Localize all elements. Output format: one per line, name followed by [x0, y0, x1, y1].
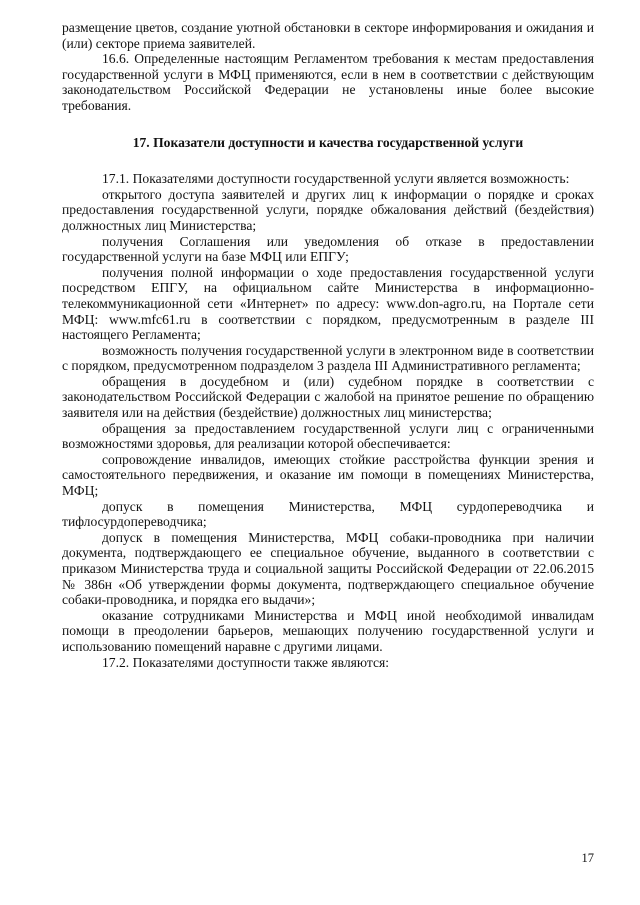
paragraph: допуск в помещения Министерства, МФЦ собаки-проводника при наличии документа, подтверждающего ее специальное обучение, выданного в соответствии с приказом Министерства труда и социальной защиты Российской Федерации от 22.06.2015 № 386н «Об утверждении формы документа, подтверждающего специальное обучение собаки-проводника, и порядка его выдачи»;: [62, 529, 594, 608]
paragraph: сопровождение инвалидов, имеющих стойкие расстройства функции зрения и самостоятельного передвижения, и оказание им помощи в помещениях Министерства, МФЦ;: [62, 451, 594, 499]
section-heading: 17. Показатели доступности и качества государственной услуги: [132, 134, 524, 150]
paragraph: получения полной информации о ходе предоставления государственной услуги посредством ЕПГУ, на официальном сайте Министерства в информационно-телекоммуникационной сети «Интернет» по адресу: www.don-agro.ru, на Портале сети МФЦ: www.mfc61.ru в соответствии с порядком, предусмотренным в разделе III настоящего Регламента;: [62, 264, 594, 343]
paragraph: 17.1. Показателями доступности государственной услуги является возможность:: [102, 171, 570, 187]
paragraph: возможность получения государственной услуги в электронном виде в соответствии с порядком, предусмотренном подразделом 3 раздела III Административного регламента;: [62, 342, 594, 374]
paragraph: обращения в досудебном и (или) судебном порядке в соответствии с законодательством Российской Федерации с жалобой на принятое решение по обращению заявителя или на действия (бездействие) должностных лиц министерства;: [62, 373, 594, 421]
paragraph: 17.2. Показателями доступности также являются:: [102, 654, 390, 670]
paragraph: получения Соглашения или уведомления об отказе в предоставлении государственной услуги на базе МФЦ или ЕПГУ;: [62, 233, 594, 265]
document-body: [62, 20, 594, 670]
page-number: 17: [581, 851, 594, 865]
paragraph: открытого доступа заявителей и других лиц к информации о порядке и сроках предоставления государственной услуги, порядке обжалования действий (бездействия) должностных лиц Министерства;: [62, 186, 594, 233]
paragraph: 16.6. Определенные настоящим Регламентом требования к местам предоставления государственной услуги в МФЦ применяются, если в нем в соответствии с действующим законодательством Российской Федерации не установлены иные более высокие требования.: [62, 51, 594, 113]
paragraph: обращения за предоставлением государственной услуги лиц с ограниченными возможностями здоровья, для реализации которой обеспечивается:: [62, 420, 594, 452]
paragraph: допуск в помещения Министерства, МФЦ сурдопереводчика и тифлосурдопереводчика;: [62, 498, 594, 530]
paragraph: размещение цветов, создание уютной обстановки в секторе информирования и ожидания и (или) секторе приема заявителей.: [62, 20, 594, 51]
paragraph: оказание сотрудниками Министерства и МФЦ иной необходимой инвалидам помощи в преодолении барьеров, мешающих получению государственной услуги и использованию помещений наравне с другими лицами.: [62, 607, 594, 654]
